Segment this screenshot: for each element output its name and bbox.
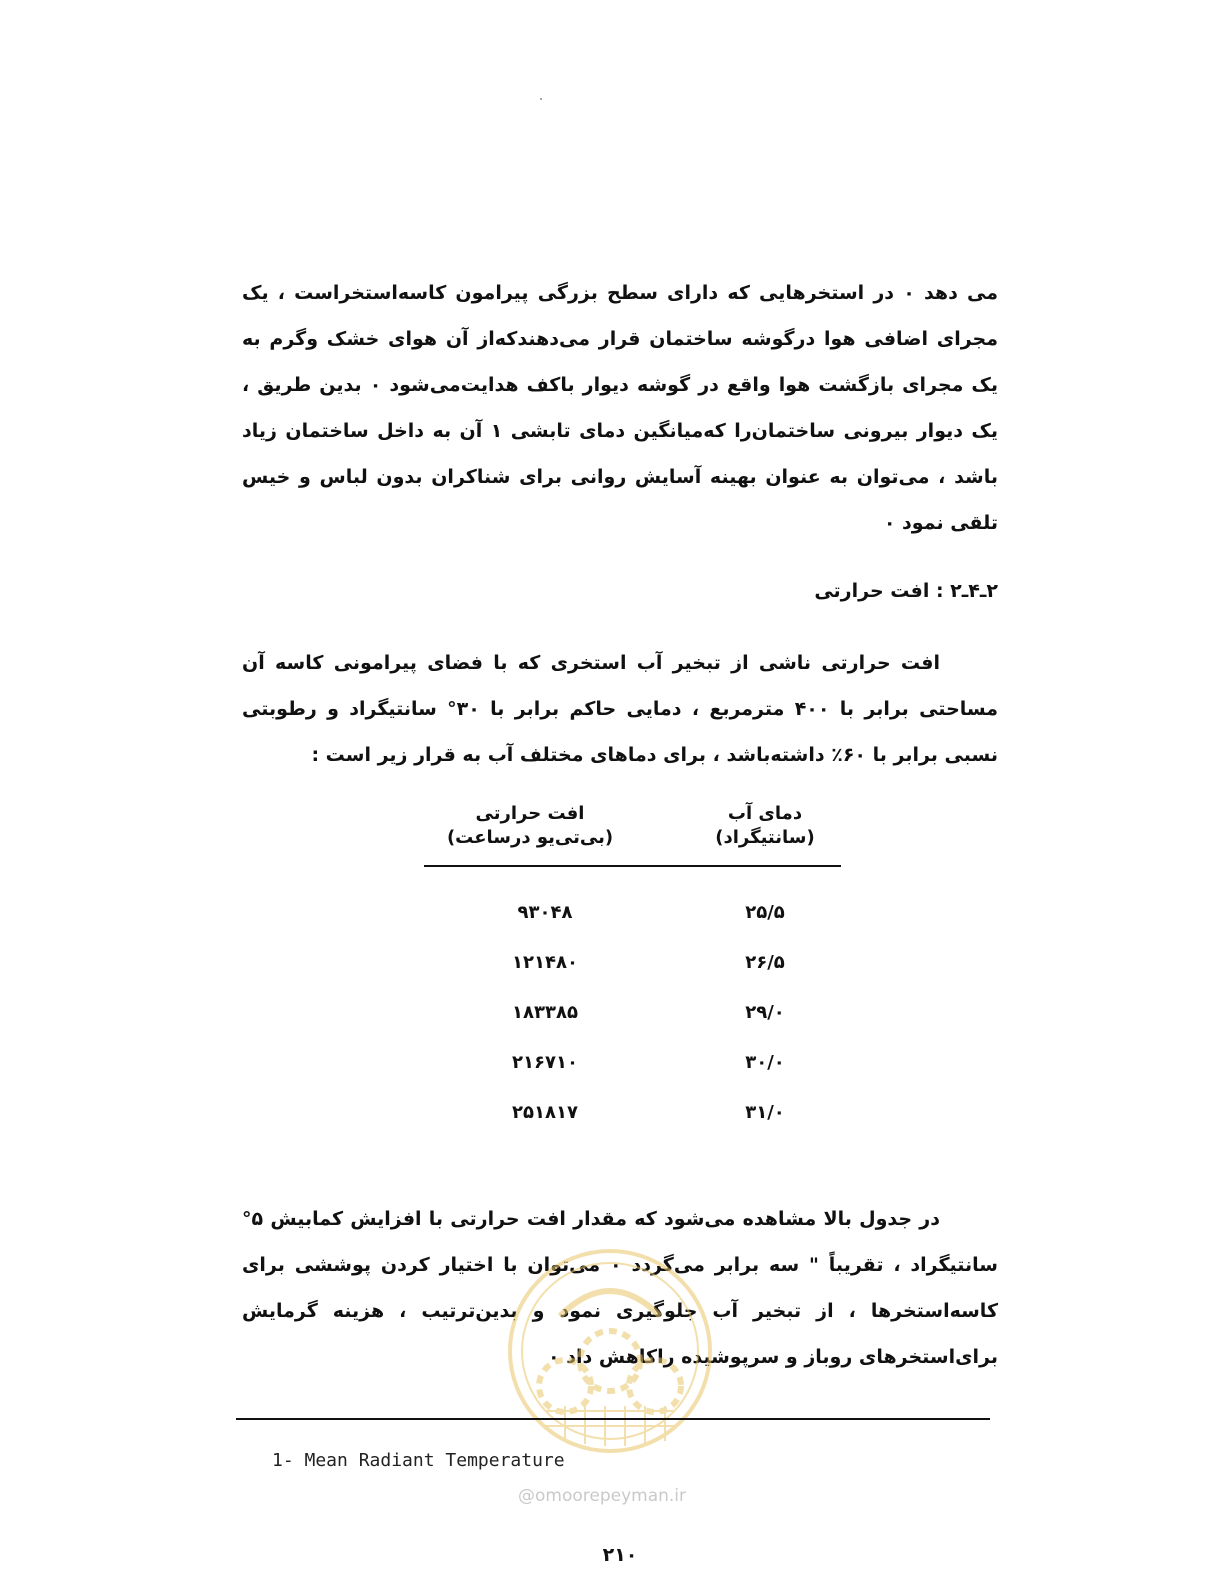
header-unit: (بی‌تی‌یو درساعت): [446, 827, 614, 848]
table-header-heat-loss: [420, 802, 640, 850]
table-cell-temp: ۳۱/۰: [745, 1102, 785, 1123]
body-paragraph-intro: افت حرارتی ناشی از تبخیر آب استخری که با فضای پیرامونی کاسه آن مساحتی برابر با ۴۰۰ مترمربع ، دمایی حاکم برابر با ۳۰° سانتیگراد و رطوبتی نسبی برابر با ۶۰٪ داشته‌باشد ، برای دماهای مختلف آب به قرار زیر است :: [242, 652, 998, 766]
table-header-water-temp: [690, 802, 840, 850]
table-cell-heat: ۲۵۱۸۱۷: [512, 1102, 578, 1123]
footnote-rule: [236, 1418, 990, 1420]
page-number: ۲۱۰: [602, 1544, 638, 1566]
section-heading: ۲ـ۴ـ۲ : افت حرارتی: [814, 580, 998, 602]
table-cell-temp: ۲۵/۵: [745, 902, 785, 923]
body-paragraph-conclusion: در جدول بالا مشاهده می‌شود که مقدار افت حرارتی با افزایش کمابیش ۵° سانتیگراد ، تقریباً " سه برابر می‌گردد ۰ می‌توان با اختیار کردن پوششی برای کاسه‌استخرها ، از تبخیر آب جلوگیری نمود و بدین‌ترتیب ، هزینه گرمایش برای‌استخرهای روباز و سرپوشیده راکاهش داد ۰: [242, 1208, 998, 1368]
table-cell-heat: ۱۸۳۳۸۵: [512, 1002, 578, 1023]
header-unit: (سانتیگراد): [715, 827, 815, 848]
table-header-rule: [424, 865, 841, 867]
table-cell-heat: ۲۱۶۷۱۰: [512, 1052, 578, 1073]
header-title: افت حرارتی: [475, 803, 585, 824]
table-cell-temp: ۲۶/۵: [745, 952, 785, 973]
table-cell-heat: ۱۲۱۴۸۰: [512, 952, 578, 973]
scan-speck: [540, 98, 542, 100]
watermark-seal-icon: [505, 1246, 715, 1456]
table-cell-heat: ۹۳۰۴۸: [517, 902, 573, 923]
watermark-text: @omoorepeyman.ir: [518, 1486, 687, 1506]
table-cell-temp: ۳۰/۰: [745, 1052, 785, 1073]
footnote: 1- Mean Radiant Temperature: [272, 1450, 565, 1471]
header-title: دمای آب: [727, 803, 803, 824]
table-cell-temp: ۲۹/۰: [745, 1002, 785, 1023]
body-paragraph-top: می دهد ۰ در استخرهایی که دارای سطح بزرگی پیرامون کاسه‌استخراست ، یک مجرای اضافی هوا درگوشه ساختمان قرار می‌دهندکه‌از آن هوای خشک وگرم به یک مجرای بازگشت هوا واقع در گوشه دیوار باکف هدایت‌می‌شود ۰ بدین طریق ، یک دیوار بیرونی ساختمان‌را که‌میانگین دمای تابشی ۱ آن به داخل ساختمان زیاد باشد ، می‌توان به عنوان بهینه آسایش روانی برای شناکران بدون لباس و خیس تلقی نمود ۰: [242, 282, 998, 534]
